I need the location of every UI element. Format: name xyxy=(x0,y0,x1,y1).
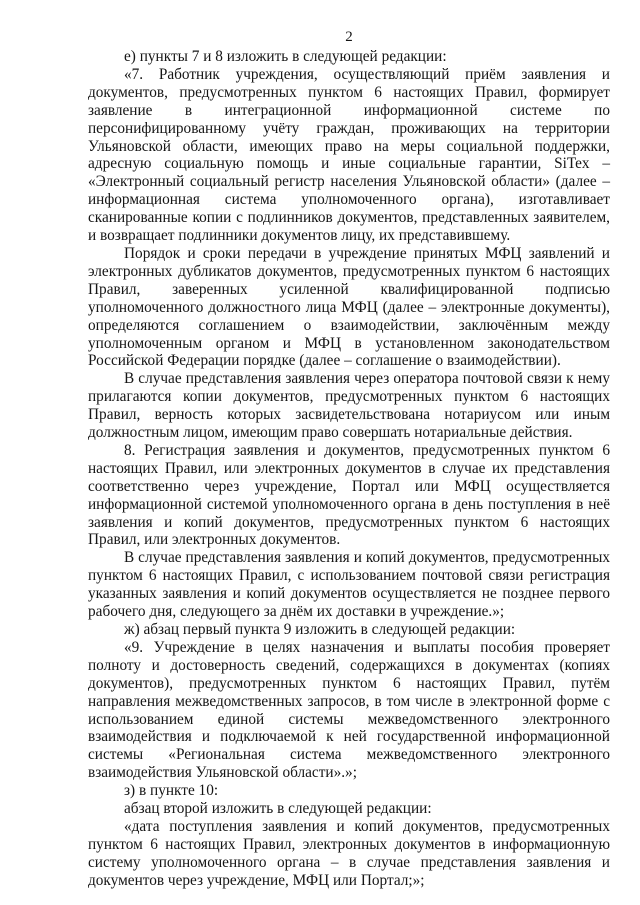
clause-8-paragraph-2: В случае представления заявления и копий документов, предусмотренных пунктом 6 настоящих Правил, с использованием почтовой связи регистрация указанных заявления и копий документов осуществляется не позднее первого рабочего дня, следующего за днём их доставки в учреждение.»; xyxy=(88,549,610,621)
clause-9-paragraph: «9. Учреждение в целях назначения и выплаты пособия проверяет полноту и достоверность сведений, содержащихся в документах (копиях документов), предусмотренных пунктом 6 настоящих Правил, путём направления межведомственных запросов, в том числе в электронной форме с использованием единой системы межведомственного электронного взаимодействия и подключаемой к ней государственной информационной системы «Региональная система межведомственного электронного взаимодействия Ульяновской области».»; xyxy=(88,638,610,782)
clause-7-paragraph-3: В случае представления заявления через оператора почтовой связи к нему прилагаются копии документов, предусмотренных пунктом 6 настоящих Правил, верность которых засвидетельствована нотариусом или иным должностным лицом, имеющим право совершать нотариальные действия. xyxy=(88,370,610,442)
clause-10-new-text: «дата поступления заявления и копий документов, предусмотренных пунктом 6 настоящих Правил, электронных документов в информационную систему уполномоченного органа – в случае представления заявления и документов через учреждение, МФЦ или Портал;»; xyxy=(88,817,610,889)
amendment-item-z: з) в пункте 10: xyxy=(124,782,219,800)
amendment-item-zh: ж) абзац первый пункта 9 изложить в следующей редакции: xyxy=(124,621,516,638)
clause-10-instruction: абзац второй изложить в следующей редакции: xyxy=(124,800,432,818)
page-number: 2 xyxy=(345,29,353,45)
amendment-item-e: е) пункты 7 и 8 изложить в следующей редакции: xyxy=(124,48,447,65)
clause-8-paragraph-1: 8. Регистрация заявления и документов, предусмотренных пунктом 6 настоящих Правил, или электронных документов в случае их представления соответственно через учреждение, Портал или МФЦ осуществляется информационной системой уполномоченного органа в день поступления в неё заявления и копий документов, предусмотренных пунктом 6 настоящих Правил, или электронных документов. xyxy=(88,441,610,549)
clause-7-paragraph-1: «7. Работник учреждения, осуществляющий приём заявления и документов, предусмотренных пунктом 6 настоящих Правил, формирует заявление в интеграционной информационной системе по персонифицированному учёту граждан, проживающих на территории Ульяновской области, имеющих право на меры социальной поддержки, адресную социальную помощь и иные социальные гарантии, SiTex – «Электронный социальный регистр населения Ульяновской области» (далее – информационная система уполномоченного органа), изготавливает сканированные копии с подлинников документов, представленных заявителем, и возвращает подлинники документов лицу, их представившему. xyxy=(88,65,610,245)
clause-7-paragraph-2: Порядок и сроки передачи в учреждение принятых МФЦ заявлений и электронных дубликатов документов, предусмотренных пунктом 6 настоящих Правил, заверенных усиленной квалифицированной подписью уполномоченного должностного лица МФЦ (далее – электронные документы), определяются соглашением о взаимодействии, заключённым между уполномоченным органом и МФЦ в установленном законодательством Российской Федерации порядке (далее – соглашение о взаимодействии). xyxy=(88,244,610,370)
